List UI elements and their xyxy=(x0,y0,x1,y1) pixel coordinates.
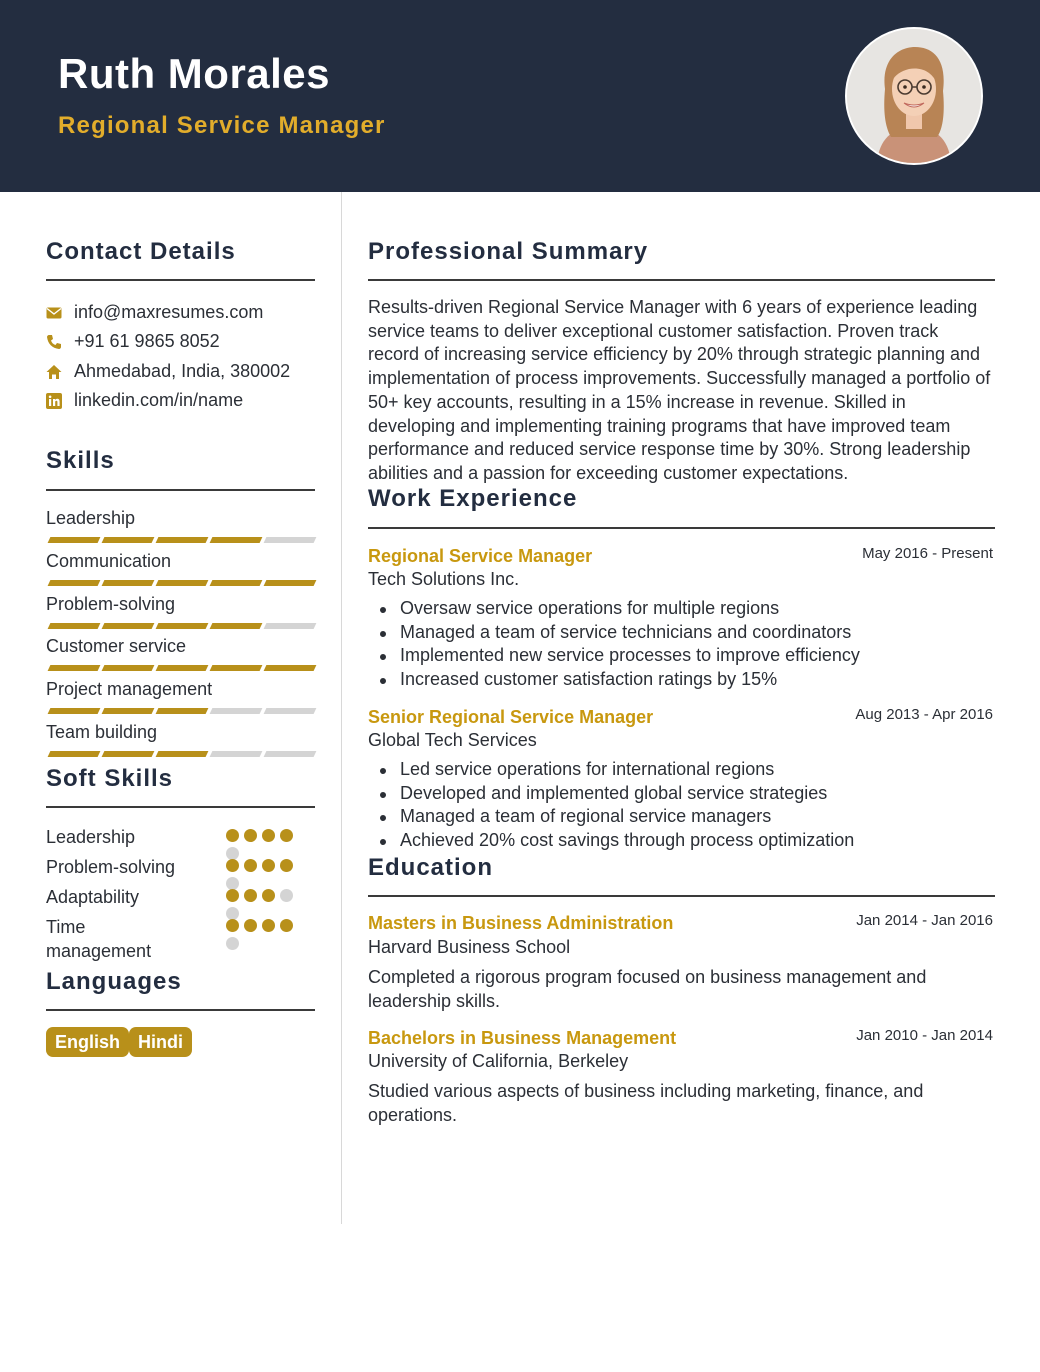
edu-2-degree: Bachelors in Business Management xyxy=(368,1028,677,1048)
candidate-title: Regional Service Manager xyxy=(58,112,386,139)
rating-dot-filled xyxy=(226,889,239,902)
experience-heading: Work Experience xyxy=(368,485,578,512)
job-2-dates: Aug 2013 - Apr 2016 xyxy=(855,706,993,723)
skill-segment-filled xyxy=(48,623,101,629)
skill-level-bar xyxy=(46,665,316,671)
rating-dot-filled xyxy=(262,829,275,842)
rating-dot-filled xyxy=(244,829,257,842)
skill-level-bar xyxy=(46,580,316,586)
skill-segment-filled xyxy=(156,708,209,714)
skill-name: Problem-solving xyxy=(46,593,176,614)
rating-dot-filled xyxy=(280,859,293,872)
skill-segment-filled xyxy=(48,537,101,543)
job-1-role: Regional Service Manager xyxy=(368,546,593,566)
contact-linkedin[interactable] xyxy=(46,390,316,414)
skill-segment-filled xyxy=(156,751,209,757)
job-2-bullets xyxy=(368,758,993,853)
edu-2-dates: Jan 2010 - Jan 2014 xyxy=(856,1027,993,1044)
contact-address-text: Ahmedabad, India, 380002 xyxy=(74,361,291,381)
soft-skills-heading: Soft Skills xyxy=(46,765,174,792)
list-item: Developed and implemented global service strategies xyxy=(368,782,993,806)
skill-name: Project management xyxy=(46,679,213,700)
skill-segment-filled xyxy=(264,580,317,586)
skill-segment-filled xyxy=(156,623,209,629)
edu-1-school: Harvard Business School xyxy=(368,937,571,957)
rating-dot-filled xyxy=(262,889,275,902)
profile-photo xyxy=(845,27,983,165)
contact-linkedin-text: linkedin.com/in/name xyxy=(74,390,244,410)
skill-segment-filled xyxy=(102,751,155,757)
list-item: Oversaw service operations for multiple regions xyxy=(368,597,993,621)
rating-dot-filled xyxy=(226,859,239,872)
resume-header xyxy=(0,0,1040,192)
list-item: Managed a team of regional service managers xyxy=(368,805,993,829)
rating-dot-empty xyxy=(280,889,293,902)
column-divider xyxy=(341,192,342,1224)
edu-2-school: University of California, Berkeley xyxy=(368,1051,629,1071)
skill-segment-filled xyxy=(264,665,317,671)
portrait-illustration xyxy=(847,29,981,163)
contact-address xyxy=(46,361,316,385)
rating-dot-filled xyxy=(244,889,257,902)
skill-segment-empty xyxy=(264,708,317,714)
job-1-bullets xyxy=(368,597,993,692)
skill-segment-empty xyxy=(264,623,317,629)
skill-segment-empty xyxy=(264,537,317,543)
contact-email[interactable] xyxy=(46,302,316,326)
languages-rule xyxy=(46,1009,315,1011)
languages-heading: Languages xyxy=(46,968,182,995)
rating-dot-empty xyxy=(226,937,239,950)
skill-segment-empty xyxy=(210,708,263,714)
home-icon xyxy=(46,364,62,380)
skill-name: Customer service xyxy=(46,636,187,657)
skill-segment-filled xyxy=(210,623,263,629)
edu-2-description: Studied various aspects of business including marketing, finance, and operations. xyxy=(368,1081,924,1125)
summary-heading: Professional Summary xyxy=(368,238,649,265)
edu-1-degree: Masters in Business Administration xyxy=(368,913,674,933)
skill-segment-filled xyxy=(102,665,155,671)
skill-level-bar xyxy=(46,537,316,543)
rating-dot-filled xyxy=(262,859,275,872)
skill-segment-filled xyxy=(102,623,155,629)
job-2-company: Global Tech Services xyxy=(368,730,537,750)
list-item: Managed a team of service technicians and coordinators xyxy=(368,621,993,645)
skills-heading: Skills xyxy=(46,447,115,474)
envelope-icon xyxy=(46,305,62,321)
skill-segment-filled xyxy=(210,665,263,671)
job-2-role: Senior Regional Service Manager xyxy=(368,707,654,727)
contact-rule xyxy=(46,279,315,281)
language-badge-hindi: Hindi xyxy=(129,1027,192,1057)
skill-name: Leadership xyxy=(46,508,136,528)
skill-level-bar xyxy=(46,751,316,757)
contact-email-text: info@maxresumes.com xyxy=(74,302,264,322)
skill-segment-empty xyxy=(264,751,317,757)
rating-dot-filled xyxy=(226,829,239,842)
job-1-company: Tech Solutions Inc. xyxy=(368,569,520,589)
edu-1-dates: Jan 2014 - Jan 2016 xyxy=(856,912,993,929)
skill-segment-filled xyxy=(210,537,263,543)
rating-dot-filled xyxy=(262,919,275,932)
edu-1-description: Completed a rigorous program focused on business management and leadership skills. xyxy=(368,967,927,1011)
skill-segment-filled xyxy=(48,580,101,586)
skill-segment-filled xyxy=(102,537,155,543)
rating-dot-filled xyxy=(226,919,239,932)
soft-skills-rule xyxy=(46,806,315,808)
skill-level-bar xyxy=(46,623,316,629)
contact-phone-text: +91 61 9865 8052 xyxy=(74,331,220,351)
job-1-dates: May 2016 - Present xyxy=(862,545,993,562)
skill-segment-filled xyxy=(210,580,263,586)
candidate-name: Ruth Morales xyxy=(58,50,331,97)
phone-icon xyxy=(46,334,62,350)
contact-phone[interactable] xyxy=(46,331,316,355)
skill-segment-filled xyxy=(156,537,209,543)
soft-skill-name: Adaptability xyxy=(46,887,140,907)
list-item: Led service operations for international regions xyxy=(368,758,993,782)
linkedin-icon xyxy=(46,393,62,409)
skill-segment-filled xyxy=(156,580,209,586)
list-item: Achieved 20% cost savings through process optimization xyxy=(368,829,993,853)
list-item: Increased customer satisfaction ratings by 15% xyxy=(368,668,993,692)
contact-heading: Contact Details xyxy=(46,238,236,265)
skill-segment-filled xyxy=(48,665,101,671)
summary-rule xyxy=(368,279,995,281)
rating-dot-filled xyxy=(244,859,257,872)
skills-rule xyxy=(46,489,315,491)
rating-dot-filled xyxy=(280,829,293,842)
skill-level-bar xyxy=(46,708,316,714)
skill-segment-empty xyxy=(210,751,263,757)
summary-text: Results-driven Regional Service Manager with 6 years of experience leading service teams to deliver exceptional customer satisfaction. Proven track record of increasing service efficiency by 20% through strategic planning and implementation of process improvements. Successfully managed a portfolio of 50+ key accounts, resulting in a 15% increase in revenue. Skilled in developing and implementing training programs that have improved team performance and reduced service response time by 30%. Strong leadership abilities and a passion for exceeding customer expectations. xyxy=(368,297,991,483)
soft-skill-name: Leadership xyxy=(46,827,136,847)
skill-segment-filled xyxy=(102,708,155,714)
skill-name: Team building xyxy=(46,722,158,742)
skill-name: Communication xyxy=(46,550,172,571)
skill-segment-filled xyxy=(48,751,101,757)
education-heading: Education xyxy=(368,854,494,881)
experience-rule xyxy=(368,527,995,529)
rating-dot-filled xyxy=(244,919,257,932)
language-badge-english: English xyxy=(46,1027,129,1057)
rating-dot-filled xyxy=(280,919,293,932)
skill-segment-filled xyxy=(48,708,101,714)
list-item: Implemented new service processes to improve efficiency xyxy=(368,644,993,668)
soft-skill-name: Problem-solving xyxy=(46,857,176,877)
soft-skill-name: Time management xyxy=(46,917,152,961)
skill-segment-filled xyxy=(156,665,209,671)
education-rule xyxy=(368,895,995,897)
skill-segment-filled xyxy=(102,580,155,586)
